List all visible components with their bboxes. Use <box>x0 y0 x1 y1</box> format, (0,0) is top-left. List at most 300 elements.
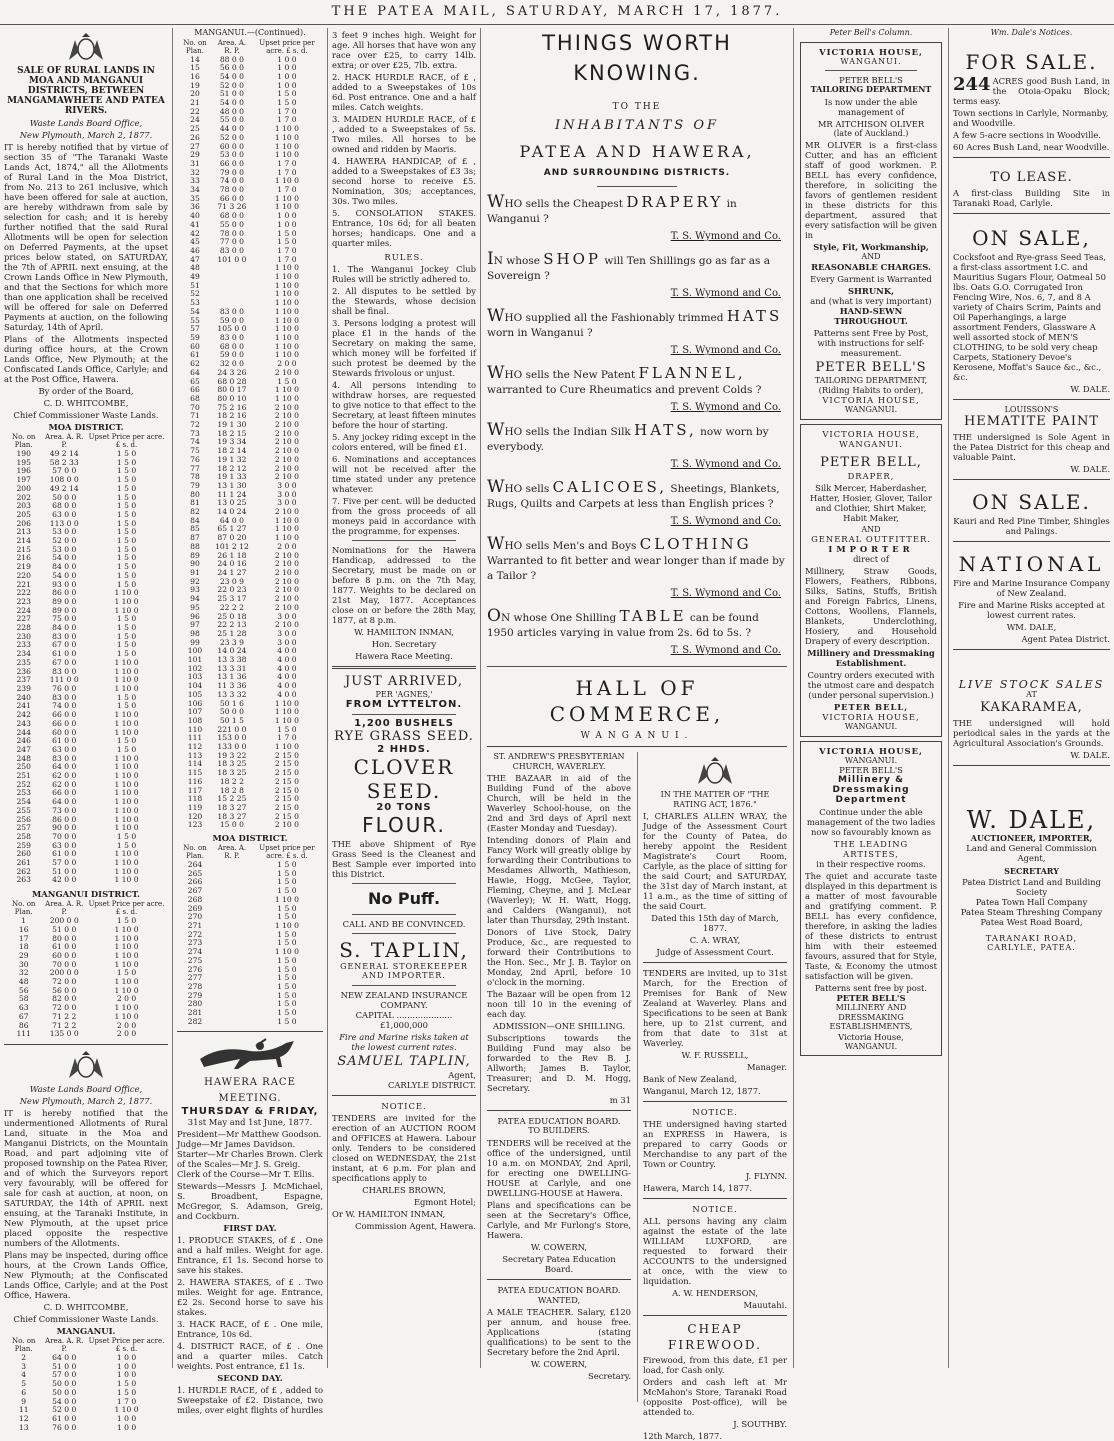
divider <box>487 1110 631 1111</box>
inhabitants: INHABITANTS OF <box>554 118 720 133</box>
table-cell: 1 10 0 <box>114 924 139 934</box>
table-cell: 228 <box>16 623 31 633</box>
table-cell: 116 <box>187 776 203 786</box>
table-cell: 259 <box>16 840 31 850</box>
signer-title: Chief Commissioner Waste Lands. <box>13 410 159 420</box>
moa-rows <box>4 450 168 885</box>
patterns-2: Patterns sent free by post. <box>814 983 928 993</box>
and-2: AND <box>861 524 881 534</box>
table-cell: 2 10 0 <box>274 446 300 456</box>
table-cell: 26 <box>190 132 200 142</box>
table-cell: 65 1 27 <box>217 524 247 534</box>
carlyle-patea: CARLYLE, PATEA. <box>987 942 1076 952</box>
table-cell: 235 <box>16 657 31 667</box>
item-keyword: TABLE <box>619 607 687 625</box>
table-cell: 93 <box>190 585 200 595</box>
agent-label: Agent, <box>448 1069 476 1080</box>
bushels: 1,200 BUSHELS <box>354 717 454 729</box>
notice-body-2: Plans of the Allotments inspected during office hours, at the Crown Lands Office, New Plymouth; at the Confiscated Lands Office, Carlyle; and at the Post Office, Hawera. <box>4 334 168 384</box>
land-agent: Land and General Commission Agent, <box>966 843 1097 863</box>
table-cell: 11 <box>18 1405 29 1415</box>
table-cell: 84 <box>190 515 200 525</box>
wanganui-4: WANGANUI. <box>844 722 898 731</box>
russell: W. F. RUSSELL, <box>681 1050 749 1060</box>
church-body-5: Subscriptions towards the Building Fund may also be forwarded to the Rev B. J. Allworth; James B. Taylor, Treasurer; and D. M. Hogg, Secretary. <box>487 1033 631 1093</box>
table-cell: 242 <box>16 710 31 720</box>
kakaramea: KAKARAMEA, <box>980 699 1083 715</box>
table-cell: 2 0 0 <box>116 1020 137 1030</box>
table-cell: 82 0 0 <box>52 994 77 1004</box>
table-cell: 1 10 0 <box>114 588 139 598</box>
table-cell <box>213 992 251 1001</box>
table-cell: 86 0 0 <box>52 588 77 598</box>
table-cell: 55 0 0 <box>219 115 244 125</box>
express-body: THE undersigned having started an EXPRESS in Hawera, is prepared to carry Goods or Merchandise to any part of the Town or Country. <box>643 1119 787 1169</box>
manager: Manager. <box>746 1062 787 1072</box>
luxford-body: ALL persons having any claim against the estate of the late WILLIAM LUXFORD, are requested to forward their ACCOUNTS to the undersigned at once, with the view to liquidation. <box>643 1216 787 1286</box>
wymond-signature: T. S. Wymond and Co. <box>670 231 781 242</box>
for-sale: FOR SALE. <box>965 49 1098 74</box>
table-cell: 59 0 0 <box>219 350 244 360</box>
table-cell: 123 <box>187 820 203 830</box>
divider <box>953 157 1110 158</box>
table-cell: 22 0 23 <box>217 585 247 595</box>
col-header: Upset Price per acre. £ s. d. <box>88 1337 165 1353</box>
table-cell: 1 0 0 <box>277 80 297 90</box>
table-cell: 57 0 0 <box>52 466 77 476</box>
m31: m 31 <box>609 1095 631 1105</box>
table-cell: 25 1 28 <box>217 628 247 638</box>
table-cell: 219 <box>16 562 31 572</box>
item-initial: W <box>487 477 505 497</box>
table-cell: 87 0 20 <box>217 533 247 543</box>
table-cell: 68 0 0 <box>219 211 244 221</box>
national: NATIONAL <box>958 552 1105 576</box>
cowern-2: W. COWERN, <box>530 1358 588 1369</box>
table-cell: 81 <box>190 498 200 508</box>
table-cell: 1 5 0 <box>116 553 137 563</box>
table-cell: 98 <box>190 628 200 638</box>
table-cell: 24 3 26 <box>217 367 247 377</box>
table-cell: 33 <box>190 176 200 186</box>
table-cell: 88 0 0 <box>219 54 244 64</box>
table-cell: 48 <box>18 977 29 987</box>
table-cell: 75 2 16 <box>217 402 247 412</box>
table-cell: 32 <box>190 167 200 177</box>
table-cell: 1 5 0 <box>116 840 137 850</box>
respective-rooms: in their respective rooms. <box>816 859 926 869</box>
table-cell: 13 3 38 <box>217 655 247 665</box>
table-cell: 63 0 0 <box>52 509 77 519</box>
church-body: THE BAZAAR in aid of the Building Fund of the above Church, will be held in the Waverley School-house, on the 2nd and 3rd days of April next (Easter Monday and Tuesday). <box>487 773 631 833</box>
table-cell: 252 <box>16 779 31 789</box>
royal-crest-icon <box>63 1050 109 1080</box>
victoria-house-5: VICTORIA HOUSE, <box>819 745 923 756</box>
table-cell: 1 10 0 <box>114 762 139 772</box>
table-cell: 64 <box>190 367 200 377</box>
table-cell: 2 0 0 <box>116 994 137 1004</box>
table-cell: 25 0 18 <box>217 611 247 621</box>
wymond-signature: T. S. Wymond and Co. <box>670 402 781 413</box>
table-cell: 115 <box>187 768 203 778</box>
live-stock-body: THE undersigned will hold periodical sales in the yards at the Agricultural Association's Grounds. <box>953 717 1110 748</box>
table-cell <box>213 913 251 922</box>
table-cell: 83 0 0 <box>52 666 77 676</box>
table-cell: 73 <box>190 428 200 438</box>
table-cell: 1 10 0 <box>114 866 139 876</box>
table-cell: 113 0 0 <box>49 518 79 528</box>
table-cell: 1 5 0 <box>116 570 137 580</box>
table-cell <box>213 861 251 870</box>
table-cell: 113 <box>187 750 203 760</box>
table-cell: 67 0 0 <box>52 657 77 667</box>
table-cell: 196 <box>16 466 31 476</box>
table-cell: 49 2 14 <box>49 449 79 458</box>
table-cell: 5 <box>21 1379 27 1389</box>
carlyle-district: CARLYLE DISTRICT. <box>387 1079 476 1090</box>
table-cell: 1 10 0 <box>274 176 300 186</box>
ad-item <box>487 420 787 472</box>
table-cell: 13 1 30 <box>217 480 247 490</box>
table-cell: 47 <box>190 254 200 264</box>
table-cell: 83 0 0 <box>219 245 244 255</box>
signer: C. D. WHITCOMBE, <box>43 398 129 408</box>
item-lead-text: N whose <box>493 255 540 267</box>
table-cell: 256 <box>16 814 31 824</box>
agent-patea: Agent Patea District. <box>1021 634 1110 644</box>
table-cell: 60 0 0 <box>219 141 244 151</box>
table-cell: 30 <box>18 959 29 969</box>
list-item: 3. Persons lodging a protest will place £1 in the hands of the Secretary on making the same, which money will be forfeited if such protest be deemed by the Stewards frivolous or unjust. <box>332 318 476 378</box>
edu-board-title: PATEA EDUCATION BOARD. <box>497 1116 621 1126</box>
col-header: Area. A. R. P. <box>45 900 84 917</box>
table-cell: 1 5 0 <box>277 877 297 887</box>
subcolumn-left <box>487 752 631 1402</box>
table-cell: 237 <box>16 675 31 685</box>
leading-artistes: THE LEADING ARTISTES, <box>833 839 909 859</box>
table-row <box>4 1030 168 1039</box>
item-rest: warranted to Cure Rheumatics and prevent Colds ? <box>487 384 762 396</box>
table-cell: 1 10 0 <box>274 524 300 534</box>
table-cell: 72 0 0 <box>52 1003 77 1013</box>
table-cell: 25 <box>190 124 200 134</box>
manganui-continued-table <box>177 38 323 831</box>
item-lead-text: HO sells the Indian Silk <box>504 426 631 438</box>
table-cell: 1 10 0 <box>114 657 139 667</box>
royal-crest-icon <box>63 32 109 62</box>
table-cell: 15 0 0 <box>219 820 244 830</box>
divider <box>953 479 1110 480</box>
table-cell: 27 <box>190 141 200 151</box>
table-cell: 86 <box>18 1020 29 1030</box>
table-cell: 1 5 0 <box>116 466 137 476</box>
table-cell: 281 <box>187 1008 203 1018</box>
firewood-body-2: Orders and cash left at Mr McMahon's Store, Taranaki Road (opposite Post-office), will be attended to. <box>643 1377 787 1417</box>
table-cell: 73 0 0 <box>52 805 77 815</box>
list-item: 2. HACK HURDLE RACE, of £ , added to a Sweepstakes of 10s 6d. Post entrance. One and a half miles. Catch weights. <box>332 72 476 112</box>
table-cell: 65 <box>190 376 200 386</box>
rating-body: I, CHARLES ALLEN WRAY, the Judge of the Assessment Court for the County of Patea, do hereby appoint the Resident Magistrate's Court Room, Carlyle, as the place of sitting for the said Court; and SATURDAY, the 31st day of March instant, at 11 a.m., as the time of sitting of the said Court. <box>643 811 787 911</box>
table-cell: 36 <box>190 202 200 212</box>
tailoring-dept: TAILORING DEPARTMENT <box>810 84 932 94</box>
item-rest: Warranted to fit better and wear longer than if made by a Tailor ? <box>487 555 785 582</box>
table-cell: 216 <box>16 553 31 563</box>
table-cell: 16 <box>190 71 200 81</box>
or-inman: Or W. HAMILTON INMAN, <box>332 1208 446 1219</box>
tailoring-ad <box>800 42 942 420</box>
table-cell: 1 5 0 <box>277 964 297 974</box>
table-cell: 15 2 25 <box>217 794 247 804</box>
race-continued <box>332 30 476 248</box>
table-cell: 241 <box>16 701 31 711</box>
table-cell <box>213 887 251 896</box>
table-cell: 32 0 0 <box>219 359 244 369</box>
table-cell <box>213 896 251 905</box>
table-cell: 1 7 0 <box>277 167 297 177</box>
table-cell: 1 0 0 <box>277 211 297 221</box>
table-cell: 101 0 0 <box>217 254 247 264</box>
to-builders: TO BUILDERS. <box>528 1126 590 1135</box>
table-cell: 1 10 0 <box>114 977 139 987</box>
table-cell: 60 <box>190 341 200 351</box>
table-cell: 2 15 0 <box>274 776 300 786</box>
peter-bells-4: PETER BELL'S <box>836 993 906 1003</box>
table-cell: 1 0 0 <box>116 1361 137 1371</box>
table-cell <box>213 273 251 282</box>
table-cell: 68 0 0 <box>219 341 244 351</box>
column-2 <box>173 28 327 1416</box>
table-cell: 52 <box>190 289 200 299</box>
table-cell: 4 0 0 <box>277 681 297 691</box>
list-item: 1. The Wanganui Jockey Club Rules will be strictly adhered to. <box>332 264 476 284</box>
table-cell: 78 <box>190 472 200 482</box>
table-cell: 83 0 0 <box>219 306 244 316</box>
table-cell: 267 <box>187 886 203 896</box>
table-cell: 50 0 0 <box>219 707 244 717</box>
table-cell: 56 <box>18 985 29 995</box>
race-dates: THURSDAY & FRIDAY, <box>181 1106 319 1118</box>
table-cell: 1 10 0 <box>114 814 139 824</box>
table-cell: 1 5 0 <box>277 89 297 99</box>
table-cell: 58 <box>18 994 29 1004</box>
table-cell: 2 10 0 <box>274 585 300 595</box>
table-cell: 4 0 0 <box>277 663 297 673</box>
victoria-house-4: VICTORIA HOUSE, <box>822 712 920 722</box>
table-cell: 258 <box>16 831 31 841</box>
table-cell: 24 0 16 <box>217 559 247 569</box>
table-cell: 1 10 0 <box>114 823 139 833</box>
bank-tenders: TENDERS are invited, up to 31st March, for the Erection of Premises for Bank of New Zealand at Waverley. Plans and Specifications to be seen at Bank here, up to 21st current, and from that date to 31st at Waverley. <box>643 968 787 1048</box>
divider <box>177 1031 323 1032</box>
divider <box>643 1315 787 1316</box>
table-cell: 71 2 2 <box>52 1020 77 1030</box>
table-cell: 1 5 0 <box>277 860 297 870</box>
table-cell: 1 7 0 <box>277 115 297 125</box>
table-cell: 89 0 0 <box>52 596 77 606</box>
rating-title: IN THE MATTER OF "THE RATING ACT, 1876." <box>660 790 770 809</box>
table-row <box>177 1018 323 1027</box>
table-cell: 1 10 0 <box>274 132 300 142</box>
col-header: Upset price per acre. £ s. d. <box>259 38 315 55</box>
table-row <box>4 1380 168 1389</box>
table-cell: 26 1 18 <box>217 550 247 560</box>
table-cell: 1 10 0 <box>114 675 139 685</box>
table-cell: 1 10 0 <box>274 894 300 904</box>
table-cell: 271 <box>187 921 203 930</box>
ad-item <box>487 363 787 415</box>
table-cell: 1 10 0 <box>274 306 300 316</box>
under-management: Is now under the able management of <box>824 96 918 117</box>
table-cell: 244 <box>16 727 31 737</box>
table-cell: 17 <box>18 933 29 943</box>
auctioneer: AUCTIONEER, IMPORTER, <box>970 832 1093 843</box>
capital: CAPITAL ..................... £1,000,000 <box>355 1009 453 1030</box>
table-cell: 269 <box>187 903 203 913</box>
table-row <box>4 1363 168 1372</box>
lease-body: A first-class Building Site in Taranaki Road, Carlyle. <box>953 187 1110 208</box>
item-keyword: DRAPERY <box>626 193 724 211</box>
table-cell: 63 0 0 <box>52 840 77 850</box>
table-cell: 64 0 0 <box>52 1353 77 1362</box>
table-cell: 2 10 0 <box>274 463 300 473</box>
flour: FLOUR. <box>362 812 446 837</box>
peter-bells: PETER BELL'S <box>839 75 903 85</box>
table-cell: 1 10 0 <box>274 150 300 160</box>
table-cell: 1 5 0 <box>116 692 137 702</box>
millinery-ad <box>800 741 942 1057</box>
table-cell: 53 0 0 <box>52 527 77 537</box>
divider <box>352 883 456 884</box>
admission: ADMISSION—ONE SHILLING. <box>493 1021 625 1031</box>
table-cell: 71 2 2 <box>52 1011 77 1021</box>
table-cell: 1 10 0 <box>274 193 300 203</box>
table-cell: 190 <box>16 449 31 458</box>
list-item: 4. HAWERA HANDICAP, of £ , added to a Sweepstakes of £3 3s; second horse to receive £5. Nomination, 30s; acceptances, 30s. Two miles. <box>332 156 476 206</box>
table-cell: 280 <box>187 999 203 1009</box>
table-cell: 1 10 0 <box>114 710 139 720</box>
item-rest: worn in Wanganui ? <box>487 327 593 339</box>
table-cell: 1 5 0 <box>116 831 137 841</box>
table-cell: 61 0 0 <box>52 849 77 859</box>
edu-body-2: Plans and specifications can be seen at the Secretary's Office, Carlyle, and Mr Furlong's Store, Hawera. <box>487 1199 631 1240</box>
col-header: No. on Plan. <box>12 1337 36 1353</box>
table-cell: 277 <box>187 973 203 983</box>
col-header: Area. A. R. P. <box>217 38 247 55</box>
acres-body: ACRES good Bush Land, in the Otoia-Opaku Block; terms easy. <box>953 75 1110 106</box>
item-rest: will Ten Shillings go as far as a Sovereign ? <box>487 255 770 282</box>
item-lead-text: HO sells Men's and Boys <box>504 540 637 552</box>
table-cell: 1 10 0 <box>274 289 300 299</box>
table-cell: 108 0 0 <box>49 475 79 485</box>
table-cell: 4 0 0 <box>277 655 297 665</box>
table-cell: 1 5 0 <box>116 631 137 641</box>
item-keyword: HATS <box>726 307 783 325</box>
tailoring-dept-2: TAILORING DEPARTMENT, <box>814 375 928 385</box>
table-cell: 1 5 0 <box>116 492 137 502</box>
ad-item <box>487 477 787 529</box>
live-stock-sales: LIVE STOCK SALES <box>958 678 1105 691</box>
table-cell <box>213 939 251 948</box>
victoria-house: VICTORIA HOUSE, <box>819 46 923 57</box>
table-cell: 1 10 0 <box>114 797 139 807</box>
church-body-2: Intending donors of Plain and Fancy Work will greatly oblige by forwarding their Contributions to Mesdames Allworth, Mathieson, Hawie, Hogg, McGee, Taylor, Fleming, Cheyne, and J. McLear (Waverley); W. H. Watt, Hogg, and Calders (Wanganui), not later than Thursday, 29th instant. <box>487 835 631 925</box>
rules-title: RULES. <box>384 252 424 262</box>
table-cell: 95 <box>190 602 200 612</box>
table-cell: 56 0 0 <box>52 985 77 995</box>
table-cell: 22 2 2 <box>219 602 244 612</box>
table-cell: 53 0 0 <box>219 150 244 160</box>
table-cell: 52 0 0 <box>219 80 244 90</box>
table-cell: 1 7 0 <box>277 733 297 743</box>
column-3 <box>328 28 480 1368</box>
col-header: Area. A. R. P. <box>45 1337 84 1353</box>
table-cell: 112 <box>187 742 203 752</box>
table-cell: 76 0 0 <box>52 683 77 693</box>
table-cell: 1 10 0 <box>274 921 300 930</box>
town-sections: Town sections in Carlyle, Normanby, and Woodville. <box>953 107 1109 128</box>
table-cell: 1 10 0 <box>114 1405 139 1415</box>
divider <box>953 541 1110 542</box>
table-cell: 250 <box>16 762 31 772</box>
henderson: A. W. HENDERSON, <box>672 1288 758 1298</box>
table-cell: 251 <box>16 771 31 781</box>
table-cell: 1 <box>21 916 27 926</box>
table-cell: 25 3 17 <box>217 594 247 604</box>
table-cell: 260 <box>16 849 31 859</box>
table-cell: 2 10 0 <box>274 411 300 421</box>
manganui-continued-rows <box>177 56 323 831</box>
taranaki-road: TARANAKI ROAD, <box>985 932 1078 943</box>
table-cell: 2 10 0 <box>274 428 300 438</box>
table-cell: 58 2 33 <box>49 457 79 467</box>
table-cell: 13 <box>18 1422 29 1432</box>
table-cell: 13 3 31 <box>217 663 247 673</box>
divider <box>332 666 476 669</box>
table-cell: 86 0 0 <box>52 814 77 824</box>
table-cell: 236 <box>16 666 31 676</box>
column-1 <box>0 28 172 1432</box>
item-initial: W <box>487 306 505 326</box>
table-cell: 92 <box>190 576 200 586</box>
table-cell: 282 <box>187 1016 203 1026</box>
signer: C. D. WHITCOMBE, <box>43 1302 129 1312</box>
table-cell: 1 10 0 <box>114 788 139 798</box>
table-cell: 1 7 0 <box>277 106 297 116</box>
table-cell: 14 0 24 <box>217 646 247 656</box>
table-cell: 68 0 28 <box>217 376 247 386</box>
moa-district-title: MOA DISTRICT. <box>48 422 124 432</box>
table-cell: 12 <box>18 1413 29 1423</box>
table-cell: 1 10 0 <box>114 718 139 728</box>
sale-items: Cocksfoot and Rye-grass Seed Teas, a first-class assortment I.C. and Mauritius Sugars Flour, Oatmeal 50 lbs. Oats G.O. Corrugated Iron Fencing Wire, Nos. 6, 7, and 8 A variety of Chairs Scrim, Paints and Oil Paperhangings, a large assortment Fenders, Glassware A well assorted stock of MEN'S CLOTHING, to be sold very cheap Carpets, Stationery Devoe's Kerosene, Moffat's Sauce &c., &c., &c. <box>953 251 1106 382</box>
col-header: No. on Plan. <box>183 38 207 55</box>
table-cell: 2 10 0 <box>274 576 300 586</box>
table-cell: 35 <box>190 193 200 203</box>
ad-item <box>487 306 787 358</box>
item-initial: W <box>487 363 505 383</box>
table-cell: 1 5 0 <box>116 475 137 485</box>
table-cell: 1 5 0 <box>116 449 137 458</box>
table-cell: 1 10 0 <box>274 698 300 708</box>
table-cell: 1 5 0 <box>277 903 297 913</box>
table-cell: 1 5 0 <box>116 744 137 754</box>
table-cell: 57 0 0 <box>52 1370 77 1380</box>
taplin-name: S. TAPLIN, <box>339 937 469 962</box>
divider <box>487 746 787 747</box>
manganui-title: MANGANUI. <box>56 1326 116 1336</box>
table-cell: 99 <box>190 637 200 647</box>
table-cell: 53 <box>190 298 200 308</box>
